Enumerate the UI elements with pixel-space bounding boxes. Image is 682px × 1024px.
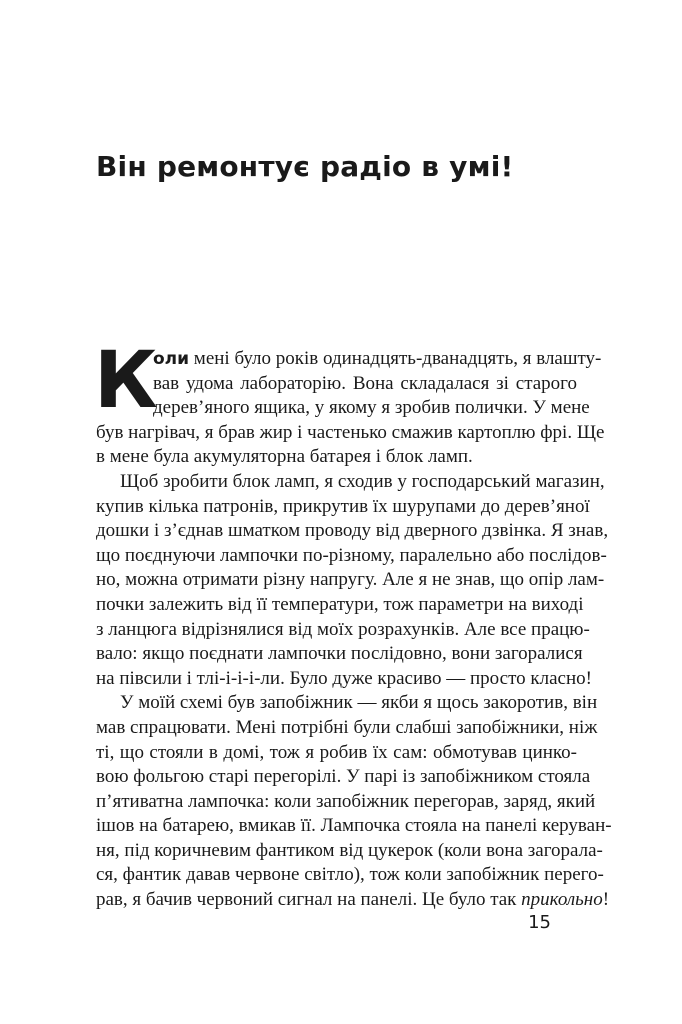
text-line: У моїй схемі був запобіжник — якби я щось закоротив, він	[120, 692, 598, 714]
text-line: ті, що стояли в домі, тож я робив їх сам: обмотував цинко-	[96, 741, 577, 763]
text-line: вою фольгою старі перегорілі. У парі із запобіжником стояла	[96, 766, 591, 788]
text-line: був нагрівач, я брав жир і частенько смажив картоплю фрі. Ще	[96, 421, 605, 443]
text-line: вало: якщо поєднати лампочки послідовно, вони загоралися	[96, 643, 583, 665]
paragraph-3	[96, 691, 612, 912]
emphasis: прикольно	[521, 889, 603, 911]
chapter-title: Він ремонтує радіо в умі!	[96, 150, 514, 183]
drop-cap: К	[94, 336, 158, 426]
text-line: дошки і з’єднав шматком проводу від дверного дзвінка. Я знав,	[96, 520, 609, 542]
chapter-body	[94, 336, 612, 913]
text-line: на півсили і тлі-і-і-і-ли. Було дуже красиво — просто класно!	[96, 667, 592, 689]
text-line: почки залежить від її температури, тож параметри на виході	[96, 593, 584, 615]
text-line: ся, фантик давав червоне світло), тож коли запобіжник перего-	[96, 864, 604, 886]
text-line: рав, я бачив червоний сигнал на панелі. Це було так прикольно!	[96, 889, 610, 911]
paragraph-1	[94, 336, 605, 470]
text-line: з ланцюга відрізнялися від моїх розрахунків. Але все працю-	[96, 618, 590, 640]
text-line: п’ятиватна лампочка: коли запобіжник перегорав, заряд, який	[96, 790, 596, 812]
paragraph-2	[96, 470, 609, 691]
text-line: Щоб зробити блок ламп, я сходив у господарський магазин,	[120, 470, 605, 492]
text-line: мав спрацювати. Мені потрібні були слабші запобіжники, ніж	[96, 716, 598, 738]
lead-word: оли	[153, 349, 190, 369]
page-number: 15	[528, 912, 551, 933]
text-line: вав удома лабораторію. Вона складалася зі старого	[153, 372, 577, 394]
text-line: в мене була акумуляторна батарея і блок ламп.	[96, 446, 473, 468]
text-line: купив кілька патронів, прикрутив їх шурупами до дерев’яної	[96, 495, 590, 517]
text-line: що поєднуючи лампочки по-різному, паралельно або послідов-	[96, 544, 607, 566]
text-line: ішов на батарею, вмикав її. Лампочка стояла на панелі керуван-	[96, 815, 612, 837]
text-line: оли мені було років одинадцять-дванадцять, я влашту-	[153, 348, 602, 369]
text-line: дерев’яного ящика, у якому я зробив полички. У мене	[153, 397, 590, 419]
text-line: ня, під коричневим фантиком від цукерок (коли вона загорала-	[96, 839, 603, 861]
text-line: но, можна отримати різну напругу. Але я не знав, що опір лам-	[96, 569, 605, 591]
